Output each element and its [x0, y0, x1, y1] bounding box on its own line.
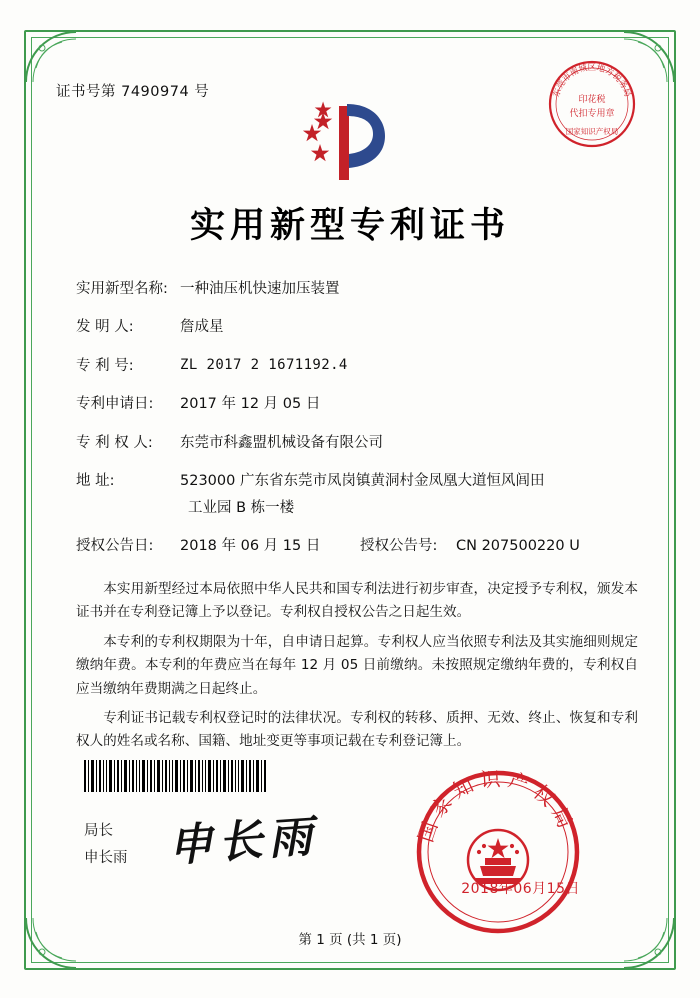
- field-label: 实用新型名称:: [76, 281, 168, 297]
- grant-number-group: [360, 535, 640, 557]
- field-value-line2: 工业园 B 栋一楼: [188, 499, 295, 516]
- field-value: CN 207500220 U: [456, 538, 580, 555]
- legal-body-text: [76, 578, 638, 760]
- signature-block: [84, 818, 128, 872]
- field-label: 专利申请日:: [76, 396, 154, 413]
- page-title: 实用新型专利证书: [189, 205, 510, 246]
- field-row-application-date: [76, 393, 640, 415]
- director-name: 申长雨: [84, 849, 128, 866]
- seal-date: 2018年06月15日: [461, 881, 580, 897]
- field-row-patent-number: [76, 355, 640, 377]
- field-row-address: [76, 470, 640, 519]
- official-red-seal: [414, 768, 582, 936]
- paragraph-2: 本专利的专利权期限为十年，自申请日起算。专利权人应当依照专利法及其实施细则规定缴纳年费。本专利的年费应当在每年 12 月 05 日前缴纳。未按照规定缴纳年费的，专利权自应当缴纳年费期满之日起终止。: [76, 633, 638, 697]
- field-value: 2017 年 12 月 05 日: [180, 396, 321, 413]
- paragraph-3: 专利证书记载专利权登记时的法律状况。专利权的转移、质押、无效、终止、恢复和专利权人的姓名或名称、国籍、地址变更等事项记载在专利登记簿上。: [76, 709, 638, 750]
- field-row-inventor: [76, 316, 640, 338]
- field-value: 东莞市科鑫盟机械设备有限公司: [180, 434, 383, 451]
- field-label: 专 利 权 人:: [76, 434, 153, 451]
- tax-stamp-seal: [546, 58, 638, 150]
- field-label: 地 址:: [76, 473, 115, 490]
- field-value-wrapper: [180, 470, 640, 519]
- certificate-number: 证书号第 7490974 号: [56, 84, 210, 100]
- field-list: [76, 278, 640, 568]
- field-label: 专 利 号:: [76, 357, 134, 374]
- field-label: 发 明 人:: [76, 319, 134, 336]
- director-title-label: 局长: [84, 823, 113, 839]
- field-value: 詹成星: [180, 319, 224, 336]
- svg-text:东莞市南城区地方税务局: 东莞市南城区地方税务局: [551, 62, 633, 99]
- svg-text:国家知识产权局: 国家知识产权局: [565, 127, 619, 136]
- handwritten-signature: 申长雨: [166, 810, 320, 873]
- cnipa-logo-icon: [287, 96, 397, 182]
- field-value: ZL 2017 2 1671192.4: [180, 356, 348, 373]
- svg-text:印花税: 印花税: [578, 95, 606, 105]
- field-value: 2018 年 06 月 15 日: [180, 538, 321, 555]
- svg-text:国家知识产权局: 国家知识产权局: [414, 768, 581, 846]
- paragraph-1: 本实用新型经过本局依照中华人民共和国专利法进行初步审查，决定授予专利权，颁发本证书并在专利登记簿上予以登记。专利权自授权公告之日起生效。: [76, 581, 638, 621]
- field-value: 523000 广东省东莞市凤岗镇黄洞村金凤凰大道恒风闾田: [180, 473, 545, 490]
- page-footer: 第 1 页 (共 1 页): [298, 932, 402, 948]
- field-row-grant-publication: [76, 535, 640, 557]
- svg-text:代扣专用章: 代扣专用章: [569, 109, 615, 119]
- barcode: [84, 760, 269, 792]
- field-label: 授权公告号:: [360, 538, 438, 555]
- field-row-utility-model-name: [76, 278, 640, 300]
- field-label: 授权公告日:: [76, 538, 154, 555]
- field-value: 一种油压机快速加压装置: [180, 281, 340, 297]
- grant-date-group: [76, 535, 360, 557]
- field-row-patentee: [76, 432, 640, 454]
